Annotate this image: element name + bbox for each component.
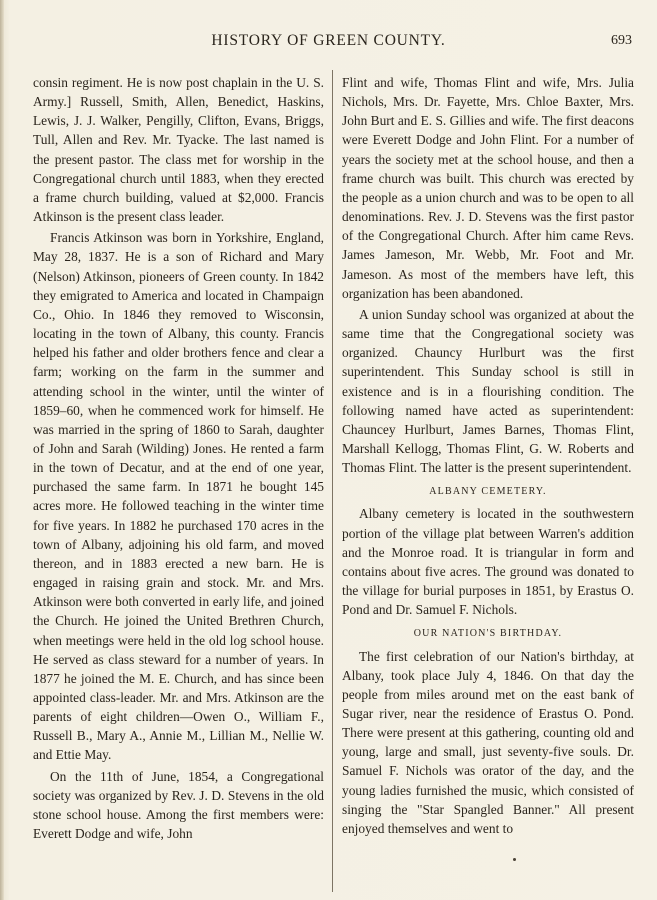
ink-speck xyxy=(513,858,516,861)
paragraph: Francis Atkinson was born in Yorkshire, England, May 28, 1837. He is a son of Richard and Mary (Nelson) Atkinson, pioneers of Green county. In 1842 they emigrated to America and located in Champaign Co., Ohio. In 1846 they removed to Wisconsin, locating in the town of Albany, this county. Francis helped his father and older brothers fence and clear a farm; working on the farm in the summer and attending school in the winter, until the winter of 1859–60, when he commenced work for himself. He was married in the spring of 1860 to Sarah, daughter of John and Sarah (Wilding) Jones. He rented a farm in the town of Decatur, and at the end of one year, purchased the same farm. In 1871 he bought 145 acres more. He followed teaching in the winter time for five years. In 1882 he purchased 170 acres in the town of Albany, adjoining his old farm, and moved thereon, and in 1883 erected a new barn. He is engaged in raising grain and stock. Mr. and Mrs. Atkinson were both converted in early life, and joined the Church. He joined the United Brethren Church, when meetings were held in the old log school house. He served as class steward for a number of years. In 1877 he joined the M. E. Church, and has since been appointed class-leader. Mr. and Mrs. Atkinson are the parents of eight children—Owen O., William F., Russell B., Mary A., Annie M., Lillian M., Nellie W. and Ettie May. xyxy=(33,230,324,763)
paragraph: Albany cemetery is located in the southwestern portion of the village plat between Warren's addition and the Monroe road. It is triangular in form and contains about five acres. The ground was donated to the village for burial purposes in 1851, by Erastus O. Pond and Dr. Samuel F. Nichols. xyxy=(342,506,634,618)
paragraph: A union Sunday school was organized at about the same time that the Congregational society was organized. Chauncy Hurlburt was the first superintendent. This Sunday school is still in existence and is in a flourishing condition. The following named have acted as superintendent: Chauncey Hurlburt, James Barnes, Thomas Flint, Marshall Kellogg, Thomas Flint, G. W. Roberts and Thomas Flint. The latter is the present superintendent. xyxy=(342,306,634,476)
paragraph: consin regiment. He is now post chaplain in the U. S. Army.] Russell, Smith, Allen, Benedict, Haskins, Lewis, J. J. Walker, Pengilly, Clifton, Evans, Briggs, Tull, Allen and Rev. Mr. Tyacke. The last named is the present pastor. The class met for worship in the Congregational church until 1883, when they erected a frame church building, valued at $2,000. Francis Atkinson is the present class leader. xyxy=(33,75,324,225)
page-number: 693 xyxy=(611,33,632,48)
column-divider xyxy=(332,70,333,892)
section-heading: ALBANY CEMETERY. xyxy=(429,486,547,498)
paragraph: Flint and wife, Thomas Flint and wife, Mrs. Julia Nichols, Mrs. Dr. Fayette, Mrs. Chloe Baxter, Mrs. John Burt and E. S. Gillies and wife. The first deacons were Everett Dodge and John Flint. For a number of years the society met at the school house, and then a frame church was built. This church was erected by the people as a union church and was to be open to all denominations. Rev. J. D. Stevens was the first pastor of the Congregational Church. After him came Revs. James Jameson, Mr. Webb, Mr. Foot and Mr. Jameson. As most of the members have left, this organization has been abandoned. xyxy=(342,75,634,301)
paragraph: The first celebration of our Nation's birthday, at Albany, took place July 4, 1846. On that day the people from miles around met on the east bank of Sugar river, near the residence of Erastus O. Pond. There were present at this gathering, counting old and young, large and small, just seventy-five souls. Dr. Samuel F. Nichols was orator of the day, and the young ladies furnished the music, which consisted of singing the "Star Spangled Banner." All present enjoyed themselves and went to xyxy=(342,648,634,836)
running-head: HISTORY OF GREEN COUNTY. xyxy=(211,32,446,49)
page-binding-edge xyxy=(0,0,4,900)
left-column xyxy=(33,73,324,843)
paragraph: On the 11th of June, 1854, a Congregational society was organized by Rev. J. D. Stevens in the old stone school house. Among the first members were: Everett Dodge and wife, John xyxy=(33,768,324,842)
section-heading: OUR NATION'S BIRTHDAY. xyxy=(413,628,563,640)
page-header xyxy=(0,32,657,52)
right-column xyxy=(342,73,634,838)
